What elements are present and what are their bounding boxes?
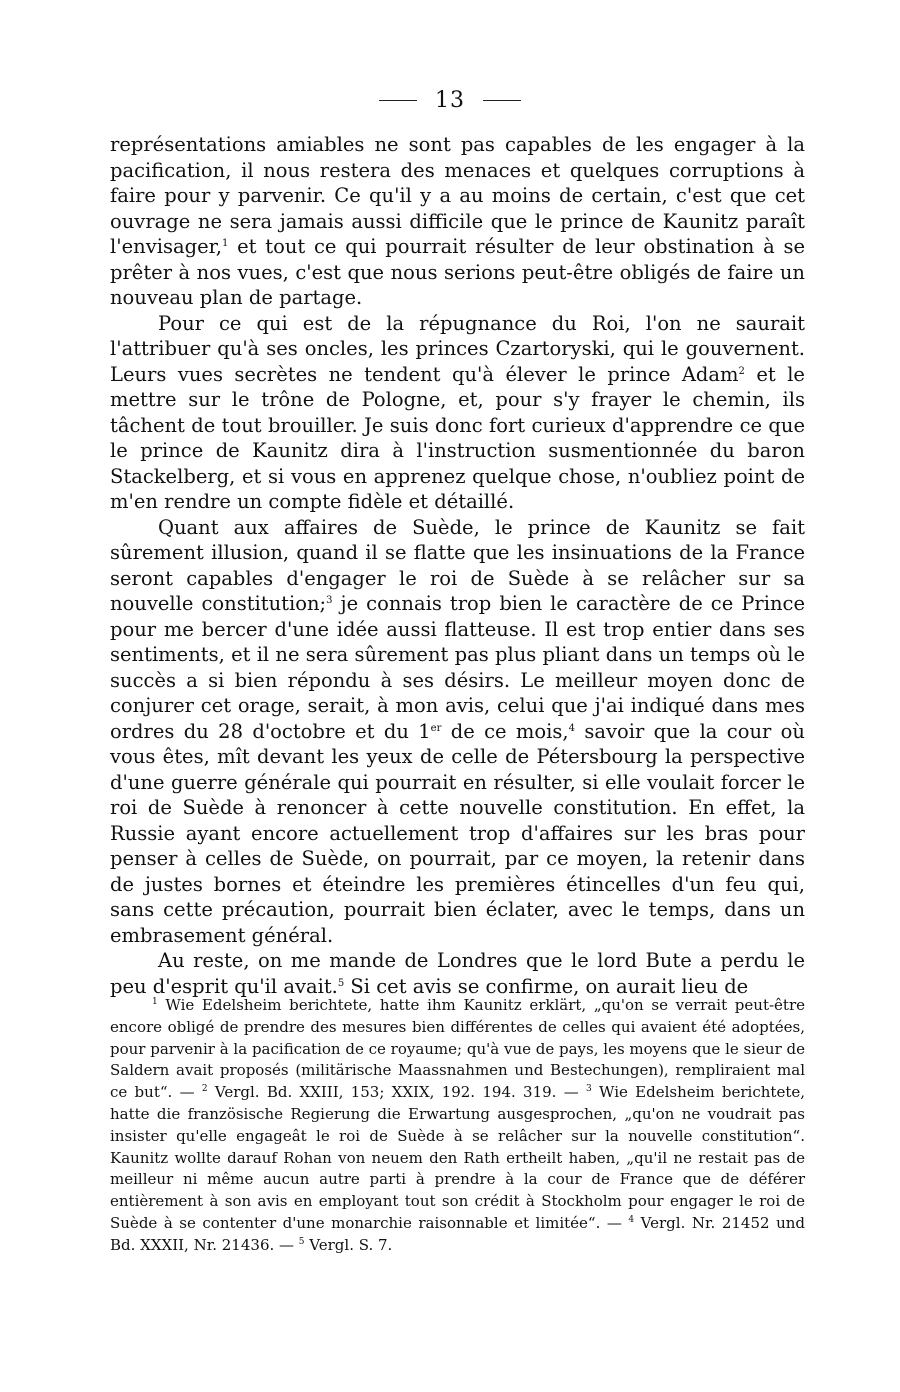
footnote-text: Vergl. S. 7.	[304, 1235, 393, 1254]
body-text	[110, 132, 805, 999]
footnote-ref: 4	[568, 722, 575, 734]
footnote-text: Wie Edelsheim berichtete, hatte ihm Kaunitz erklärt, „qu'on se verrait peut-être encore obligé de prendre des mesures bien différentes de celles qui avaient été adoptées, pour parvenir à la pacification de ce royaume; qu'à vue de pays, les moyens que le sieur de Saldern avait proposés (militärische Maassnahmen und Bestechungen), rempliraient mal ce but“. —	[110, 996, 805, 1102]
footnote-marker: 4	[628, 1214, 635, 1225]
text-run: et le mettre sur le trône de Pologne, et, pour s'y frayer le chemin, ils tâchent de tout brouiller. Je suis donc fort curieux d'apprendre ce que le prince de Kaunitz dira à l'instruction susmentionnée du baron Stackelberg, et si vous en apprenez quelque chose, n'oubliez point de m'en rendre un compte fidèle et détaillé.	[110, 362, 805, 513]
paragraph	[110, 948, 805, 999]
text-run: Quant aux affaires de Suède, le prince de Kaunitz se fait sûrement illusion, quand il se flatte que les insinuations de la France seront capables d'engager le roi de Suède à se relâcher sur sa nouvelle constitution;	[110, 515, 805, 615]
text-run: je connais trop bien le caractère de ce Prince pour me bercer d'une idée aussi flatteuse. Il est trop entier dans ses sentiments, et il ne sera sûrement pas plus pliant dans un temps où le succès a si bien répondu à ses désirs. Le meilleur moyen donc de conjurer cet orage, serait, à mon avis, celui que j'ai indiqué dans mes ordres du 28 d'octobre et du 1	[110, 592, 805, 743]
footnote-marker: 1	[152, 997, 158, 1007]
text-run: de ce mois,	[441, 719, 569, 743]
text-run: Si cet avis se confirme, on aurait lieu de	[344, 974, 749, 998]
text-run: Pour ce qui est de la répugnance du Roi, l'on ne saurait l'attribuer qu'à ses oncles, les princes Czartoryski, qui le gouvernent. Leurs vues secrètes ne tendent qu'à élever le prince Adam	[110, 311, 805, 386]
header-rule-right	[483, 100, 521, 101]
text-run: représentations amiables ne sont pas capables de les engager à la pacification, il nous restera des menaces et quelques corruptions à faire pour y parvenir. Ce qu'il y a au moins de certain, c'est que cet ouvrage ne sera jamais aussi difficile que le prince de Kaunitz paraît l'envisager,	[110, 133, 805, 258]
footnote-marker: 5	[298, 1236, 305, 1247]
text-run: savoir que la cour où vous êtes, mît devant les yeux de celle de Pétersbourg la perspective d'une guerre générale qui pourrait en résulter, si elle voulait forcer le roi de Suède à renoncer à cette nouvelle constitution. En effet, la Russie ayant encore actuellement trop d'affaires sur les bras pour penser à celles de Suède, on pourrait, par ce moyen, la retenir dans de justes bornes et éteindre les premières étincelles d'un feu qui, sans cette précaution, pourrait bien éclater, avec le temps, dans un embrasement général.	[110, 719, 805, 947]
page-header	[0, 88, 900, 113]
footnotes	[110, 995, 805, 1257]
page-number: 13	[435, 88, 465, 113]
paragraph	[110, 132, 805, 311]
header-rule-left	[379, 100, 417, 101]
footnote-ref: 3	[326, 595, 333, 606]
footnote-block	[110, 995, 805, 1257]
ordinal-superscript: er	[430, 722, 442, 734]
footnote-ref: 1	[221, 238, 229, 249]
footnote-marker: 3	[586, 1084, 592, 1095]
paragraph	[110, 515, 805, 949]
text-run: Au reste, on me mande de Londres que le lord Bute a perdu le peu d'esprit qu'il avait.	[110, 949, 805, 998]
footnote-ref: 5	[337, 977, 345, 989]
footnote-text: Vergl. Nr. 21452 und Bd. XXXII, Nr. 21436. —	[110, 1213, 805, 1254]
footnote-text: Vergl. Bd. XXIII, 153; XXIX, 192. 194. 319. —	[207, 1083, 587, 1102]
footnote-ref: 2	[738, 365, 745, 377]
footnote-text: Wie Edelsheim berichtete, hatte die französische Regierung die Erwartung ausgesprochen, „qu'on ne voudrait pas insister qu'elle engageât le roi de Suède à se relâcher sur la nouvelle constitution“. Kaunitz wollte darauf Rohan von neuem den Rath ertheilt haben, „qu'il ne restait pas de meilleur ni même aucun autre parti à prendre à la cour de France que de déférer entièrement à son avis en employant tout son crédit à Stockholm pour engager le roi de Suède à se contenter d'une monarchie raisonnable et limitée“. —	[110, 1083, 805, 1232]
footnote-marker: 2	[201, 1084, 208, 1095]
paragraph	[110, 311, 805, 515]
text-run: et tout ce qui pourrait résulter de leur obstination à se prêter à nos vues, c'est que nous serions peut-être obligés de faire un nouveau plan de partage.	[110, 235, 805, 309]
